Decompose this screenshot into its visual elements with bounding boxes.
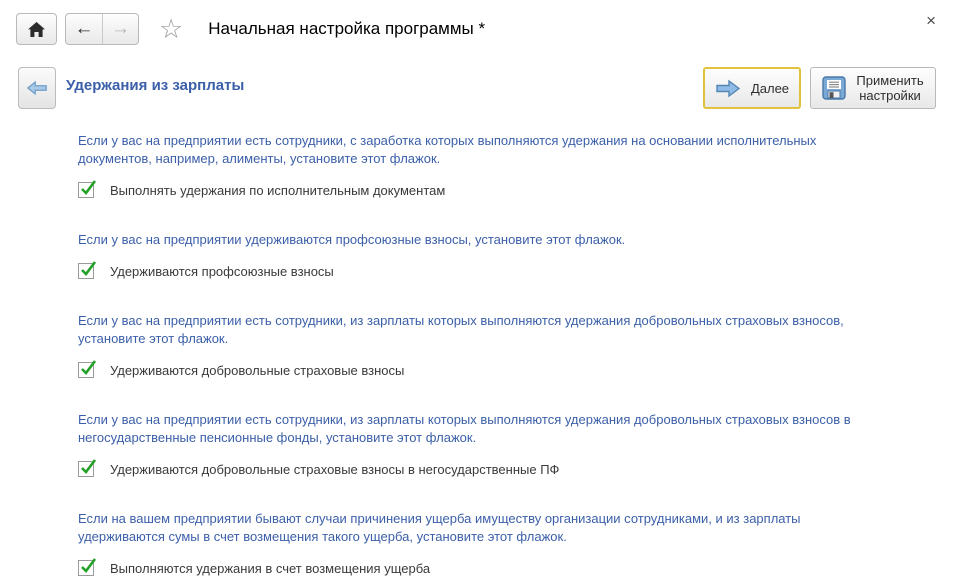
home-icon (27, 21, 46, 38)
section-union-dues (78, 231, 894, 279)
checkbox[interactable] (78, 560, 94, 576)
next-arrow-icon (715, 79, 741, 98)
next-button[interactable] (703, 67, 801, 109)
checkbox-check-icon (80, 260, 96, 278)
back-icon: ← (74, 18, 94, 39)
checkbox[interactable] (78, 362, 94, 378)
page-title: Начальная настройка программы * (208, 19, 486, 38)
section-description: Если у вас на предприятии есть сотрудники, из зарплаты которых выполняются удержания добровольных страховых взносов в негосударственные пенсионные фонды, установите этот флажок. (78, 412, 851, 445)
wizard-step-title: Удержания из зарплаты (66, 77, 245, 94)
checkbox[interactable] (78, 182, 94, 198)
checkbox-label[interactable]: Выполняются удержания в счет возмещения ущерба (110, 560, 431, 576)
section-description: Если у вас на предприятии есть сотрудники, с заработка которых выполняются удержания на основании исполнительных документов, например, алименты, установите этот флажок. (78, 133, 817, 166)
checkbox-row[interactable] (78, 263, 894, 279)
page-header (0, 67, 954, 109)
wizard-back-button[interactable] (18, 67, 56, 109)
wizard-content (0, 109, 954, 576)
favorite-star-icon[interactable]: ☆ (159, 13, 184, 44)
checkbox-row[interactable] (78, 461, 894, 477)
back-button[interactable] (66, 14, 102, 44)
section-damage-compensation (78, 510, 894, 576)
checkbox-row[interactable] (78, 560, 894, 576)
history-nav-group (65, 13, 139, 45)
checkbox-check-icon (80, 458, 96, 476)
checkbox-check-icon (80, 557, 96, 575)
checkbox-check-icon (80, 359, 96, 377)
checkbox-row[interactable] (78, 362, 894, 378)
section-pension-funds (78, 411, 894, 477)
apply-button-label: Применить настройки (856, 73, 924, 103)
checkbox-label[interactable]: Удерживаются добровольные страховые взносы (110, 362, 405, 378)
checkbox-label[interactable]: Удерживаются профсоюзные взносы (110, 263, 334, 279)
checkbox-check-icon (80, 179, 96, 197)
section-description: Если на вашем предприятии бывают случаи причинения ущерба имуществу организации сотрудниками, и из зарплаты удерживаются сумы в счет возмещения такого ущерба, установите этот флажок. (78, 511, 801, 544)
checkbox-row[interactable] (78, 182, 894, 198)
close-icon[interactable]: × (926, 11, 936, 30)
next-button-label: Далее (750, 80, 790, 96)
app-toolbar (0, 0, 954, 45)
checkbox[interactable] (78, 461, 94, 477)
forward-icon: → (111, 18, 130, 39)
section-description: Если у вас на предприятии удерживаются профсоюзные взносы, установите этот флажок. (78, 232, 626, 247)
checkbox-label[interactable]: Удерживаются добровольные страховые взносы в негосударственные ПФ (110, 461, 560, 477)
home-button[interactable] (16, 13, 57, 45)
forward-button[interactable] (102, 14, 138, 44)
checkbox[interactable] (78, 263, 94, 279)
header-buttons (703, 67, 936, 109)
back-arrow-icon (26, 80, 48, 96)
section-description: Если у вас на предприятии есть сотрудники, из зарплаты которых выполняются удержания добровольных страховых взносов, установите этот флажок. (78, 313, 844, 346)
section-executive-documents (78, 132, 894, 198)
section-voluntary-insurance (78, 312, 894, 378)
save-icon (822, 76, 846, 100)
apply-settings-button[interactable] (810, 67, 936, 109)
checkbox-label[interactable]: Выполнять удержания по исполнительным документам (110, 182, 446, 198)
